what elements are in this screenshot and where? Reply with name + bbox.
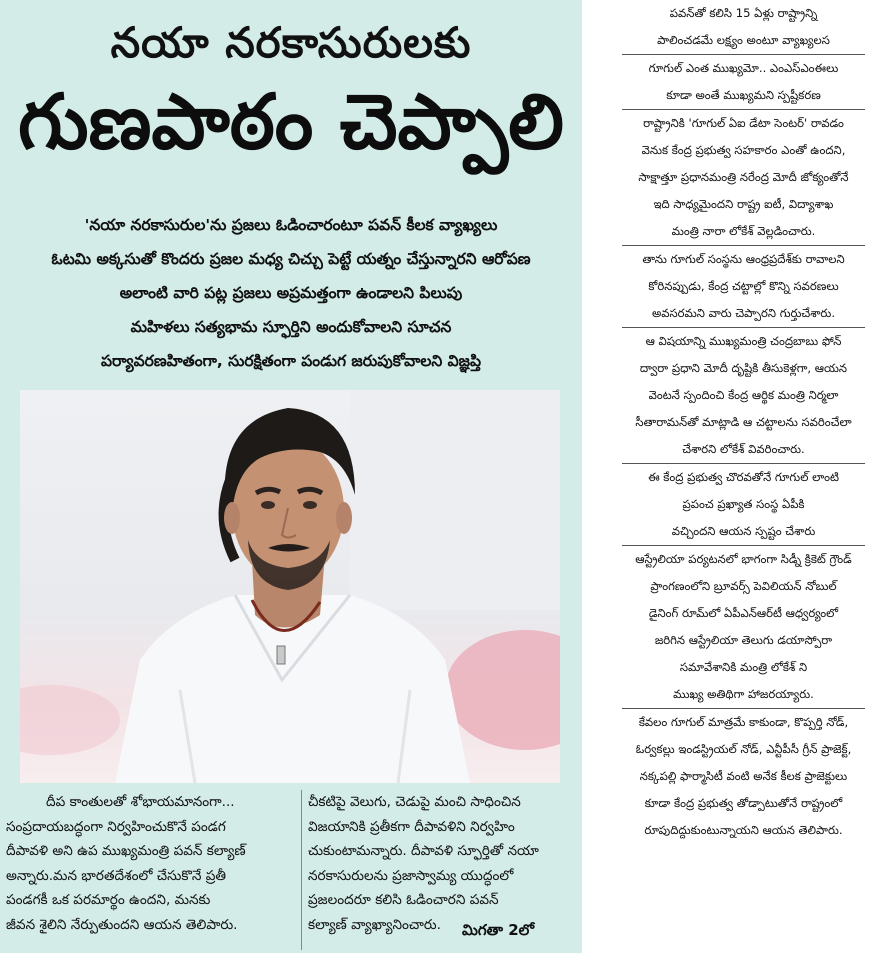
highlight-line: పర్యావరణహితంగా, సురక్షితంగా పండుగ జరుపుకోవాలని విజ్ఞప్తి xyxy=(100,352,481,370)
side-line: పవన్‌తో కలిసి 15 ఏళ్లు రాష్ట్రాన్ని xyxy=(669,6,818,20)
body-line: అన్నారు.మన భారతదేశంలో చేసుకొనే ప్రతీ xyxy=(6,867,227,884)
story-highlights xyxy=(20,208,562,378)
side-line: వెంటనే స్పందించి కేంద్ర ఆర్థిక మంత్రి నిర్మలా xyxy=(648,388,839,402)
side-line: ఇది సాధ్యమైందని రాష్ట్ర ఐటీ, విద్యాశాఖ xyxy=(653,197,834,211)
story-kicker: నయా నరకాసురులకు xyxy=(110,18,472,67)
side-paragraph xyxy=(600,55,887,109)
side-line: ముఖ్య అతిథిగా హాజరయ్యారు. xyxy=(673,687,814,701)
side-line: తాను గూగుల్ సంస్థను ఆంధ్రప్రదేశ్‌కు రావాలని xyxy=(642,252,845,266)
highlight-line: ఓటమి అక్కసుతో కొందరు ప్రజల మధ్య చిచ్చు పెట్టే యత్నం చేస్తున్నారని ఆరోపణ xyxy=(51,250,531,268)
side-line: ఈ కేంద్ర ప్రభుత్వ చొరవతోనే గూగుల్ లాంటి xyxy=(648,470,839,484)
side-line: అవసరమని వారు చెప్పారని గుర్తుచేశారు. xyxy=(651,306,835,320)
side-line: చేశారని లోకేశ్ వివరించారు. xyxy=(682,442,805,456)
side-line: కూడా అంతే ముఖ్యమని స్పష్టీకరణ xyxy=(666,88,821,102)
body-line: సంప్రదాయబద్ధంగా నిర్వహించుకొనే పండగ xyxy=(6,818,226,835)
body-line: జీవన శైలిని నేర్పుతుందని ఆయన తెలిపారు. xyxy=(6,916,238,933)
story-headline: గుణపాఠం చెప్పాలి xyxy=(18,77,564,166)
body-line: చుకుంటామన్నారు. దీపావళి స్ఫూర్తితో నయా xyxy=(308,843,539,859)
body-line: చీకటిపై వెలుగు, చెడుపై మంచి సాధించిన xyxy=(308,794,521,810)
side-paragraph xyxy=(600,709,887,844)
side-line: సాక్షాత్తూ ప్రధానమంత్రి నరేంద్ర మోదీ జోక్యంతోనే xyxy=(638,170,849,184)
column-divider xyxy=(301,790,302,950)
continued-on-label: మిగతా 2లో xyxy=(462,921,535,939)
highlight-line: 'నయా నరకాసురుల'ను ప్రజలు ఓడించారంటూ పవన్ కీలక వ్యాఖ్యలు xyxy=(84,216,498,234)
body-line: దీప కాంతులతో శోభాయమానంగా... xyxy=(46,794,235,810)
side-line: కూడా కేంద్ర ప్రభుత్వ తోడ్పాటుతోనే రాష్ట్రంలో xyxy=(644,796,843,810)
side-line: వచ్చిందని ఆయన స్పష్టం చేశారు xyxy=(671,524,816,538)
body-line: పండగకీ ఒక పరమార్థం ఉందని, మనకు xyxy=(6,892,211,908)
body-line: నరకాసురులను ప్రజాస్వామ్య యుద్ధంలో xyxy=(308,867,514,884)
side-line: ఆ విషయాన్ని ముఖ్యమంత్రి చంద్రబాబు ఫోన్ xyxy=(645,334,842,348)
side-line: సమావేశానికి మంత్రి లోకేశ్ ని xyxy=(679,660,808,674)
side-line: సీతారామన్‌తో మాట్లాడి ఆ చట్టాలను సవరించేలా xyxy=(635,415,852,429)
highlight-line: మహిళలు సత్యభామ స్ఫూర్తిని అందుకోవాలని సూచన xyxy=(130,318,452,336)
side-line: వెనుక కేంద్ర ప్రభుత్వ సహకారం ఎంతో ఉందని, xyxy=(641,143,846,157)
side-line: ప్రాంగణంలోని బ్రూవర్స్ పెవిలియన్ నోబుల్ xyxy=(650,579,837,593)
body-column-2 xyxy=(308,790,578,937)
portrait-illustration xyxy=(20,390,560,783)
side-story xyxy=(600,0,887,953)
body-line: కల్యాణ్ వ్యాఖ్యానించారు. xyxy=(308,916,441,933)
side-line: కేవలం గూగుల్ మాత్రమే కాకుండా, కొప్పర్తి నోడ్, xyxy=(638,715,849,729)
side-line: కోరినప్పుడు, కేంద్ర చట్టాల్లో కొన్ని సవరణలు xyxy=(648,279,839,293)
side-line: పాలించడమే లక్ష్యం అంటూ వ్యాఖ్యలస xyxy=(657,33,830,47)
body-column-1 xyxy=(6,790,298,937)
side-line: ద్వారా ప్రధాని మోదీ దృష్టికి తీసుకెళ్లగా, ఆయన xyxy=(639,361,848,375)
side-line: ఆస్ట్రేలియా పర్యటనలో భాగంగా సిడ్నీ క్రికెట్ గ్రౌండ్ xyxy=(635,552,852,566)
story-photo xyxy=(20,390,560,783)
highlight-line: అలాంటి వారి పట్ల ప్రజలు అప్రమత్తంగా ఉండాలని పిలుపు xyxy=(119,284,463,302)
side-line: ప్రపంచ ప్రఖ్యాత సంస్థ ఏపీకి xyxy=(682,497,805,511)
body-line: ప్రజలందరూ కలిసి ఓడించారని పవన్ xyxy=(308,892,499,908)
side-line: రూపుదిద్దుకుంటున్నాయని ఆయన తెలిపారు. xyxy=(644,823,843,837)
side-paragraph xyxy=(600,464,887,545)
side-line: ఓర్వకల్లు ఇండస్ట్రియల్ నోడ్, ఎన్టీపీసీ గ్రీన్ ప్రాజెక్ట్, xyxy=(635,742,852,756)
side-line: నక్కపల్లి ఫార్మాసిటీ వంటి అనేక కీలక ప్రాజెక్టులు xyxy=(639,769,848,783)
side-line: జరిగిన ఆస్ట్రేలియా తెలుగు డయాస్పోరా xyxy=(654,633,833,647)
side-line: డైనింగ్ రూమ్‌లో ఏపీఎన్ఆర్‌టీ ఆధ్వర్యంలో xyxy=(648,606,839,620)
side-line: మంత్రి నారా లోకేశ్ వెల్లడించారు. xyxy=(671,224,816,238)
side-paragraph xyxy=(600,328,887,463)
body-line: విజయానికి ప్రతీకగా దీపావళిని నిర్వహిం xyxy=(308,818,515,835)
body-line: దీపావళి అని ఉప ముఖ్యమంత్రి పవన్ కల్యాణ్ xyxy=(6,843,246,859)
side-line: గూగుల్ ఎంత ముఖ్యమో.. ఎంఎస్ఎంఈలు xyxy=(648,61,839,75)
story-body xyxy=(0,790,582,953)
side-paragraph xyxy=(600,546,887,708)
side-paragraph xyxy=(600,110,887,245)
side-paragraph xyxy=(600,0,887,54)
side-paragraph xyxy=(600,246,887,327)
side-line: రాష్ట్రానికి 'గూగుల్ ఏఐ డేటా సెంటర్' రావడం xyxy=(643,116,844,130)
